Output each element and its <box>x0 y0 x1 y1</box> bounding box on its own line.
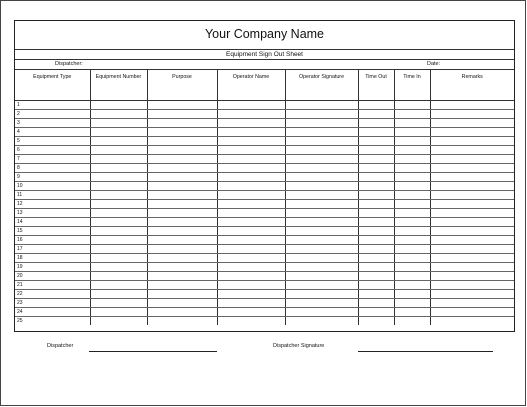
table-cell[interactable] <box>90 137 147 146</box>
table-cell[interactable] <box>285 164 358 173</box>
row-number: 20 <box>17 273 23 279</box>
column-header-operator-name: Operator Name <box>217 70 285 101</box>
table-cell[interactable] <box>147 317 217 326</box>
row-number: 1 <box>17 102 20 108</box>
table-cell[interactable] <box>430 263 514 272</box>
dispatcher-label: Dispatcher: <box>55 61 83 67</box>
column-header-remarks: Remarks <box>430 70 514 101</box>
table-cell[interactable] <box>358 299 394 308</box>
table-cell[interactable] <box>430 137 514 146</box>
table-cell[interactable] <box>90 191 147 200</box>
table-cell[interactable] <box>394 218 430 227</box>
table-cell[interactable] <box>147 110 217 119</box>
table-cell[interactable] <box>430 164 514 173</box>
table-cell[interactable] <box>430 101 514 110</box>
equipment-type-cell[interactable] <box>15 227 90 236</box>
equipment-type-cell[interactable] <box>15 200 90 209</box>
table-cell[interactable] <box>285 254 358 263</box>
row-number: 15 <box>17 228 23 234</box>
footer-dispatcher-signature-label: Dispatcher Signature <box>273 343 325 349</box>
equipment-type-cell[interactable] <box>15 272 90 281</box>
table-row <box>15 137 514 146</box>
table-cell[interactable] <box>430 146 514 155</box>
table-cell[interactable] <box>358 191 394 200</box>
table-row <box>15 173 514 182</box>
form-frame <box>14 20 515 332</box>
row-number: 8 <box>17 165 20 171</box>
table-cell[interactable] <box>285 317 358 326</box>
table-cell[interactable] <box>285 290 358 299</box>
table-cell[interactable] <box>358 182 394 191</box>
footer-dispatcher-line[interactable] <box>89 351 217 352</box>
equipment-type-cell[interactable] <box>15 101 90 110</box>
table-cell[interactable] <box>217 110 285 119</box>
table-cell[interactable] <box>430 200 514 209</box>
row-number: 12 <box>17 201 23 207</box>
table-cell[interactable] <box>285 236 358 245</box>
table-cell[interactable] <box>90 254 147 263</box>
table-cell[interactable] <box>358 137 394 146</box>
table-cell[interactable] <box>217 263 285 272</box>
table-cell[interactable] <box>430 182 514 191</box>
table-cell[interactable] <box>217 119 285 128</box>
table-cell[interactable] <box>147 173 217 182</box>
equipment-type-cell[interactable] <box>15 290 90 299</box>
table-cell[interactable] <box>90 173 147 182</box>
row-number: 3 <box>17 120 20 126</box>
column-header-equipment-number: Equipment Number <box>90 70 147 101</box>
table-row <box>15 281 514 290</box>
table-cell[interactable] <box>430 191 514 200</box>
table-cell[interactable] <box>217 317 285 326</box>
table-cell[interactable] <box>217 209 285 218</box>
table-cell[interactable] <box>217 218 285 227</box>
table-cell[interactable] <box>285 272 358 281</box>
sheet-title: Equipment Sign Out Sheet <box>226 51 303 58</box>
table-cell[interactable] <box>90 209 147 218</box>
table-cell[interactable] <box>394 155 430 164</box>
table-cell[interactable] <box>358 119 394 128</box>
table-cell[interactable] <box>147 254 217 263</box>
column-header-time-out: Time Out <box>358 70 394 101</box>
row-number: 6 <box>17 147 20 153</box>
equipment-type-cell[interactable] <box>15 155 90 164</box>
table-row <box>15 101 514 110</box>
table-cell[interactable] <box>285 281 358 290</box>
table-cell[interactable] <box>147 299 217 308</box>
table-cell[interactable] <box>90 128 147 137</box>
table-cell[interactable] <box>217 227 285 236</box>
table-cell[interactable] <box>285 191 358 200</box>
table-cell[interactable] <box>285 245 358 254</box>
table-cell[interactable] <box>217 272 285 281</box>
sign-out-table <box>15 70 514 325</box>
table-cell[interactable] <box>90 227 147 236</box>
table-cell[interactable] <box>90 155 147 164</box>
table-cell[interactable] <box>394 254 430 263</box>
table-cell[interactable] <box>147 209 217 218</box>
table-row <box>15 155 514 164</box>
table-cell[interactable] <box>147 137 217 146</box>
table-cell[interactable] <box>394 173 430 182</box>
table-cell[interactable] <box>358 245 394 254</box>
table-row <box>15 191 514 200</box>
table-cell[interactable] <box>394 146 430 155</box>
table-cell[interactable] <box>394 182 430 191</box>
equipment-type-cell[interactable] <box>15 182 90 191</box>
table-row <box>15 236 514 245</box>
equipment-type-cell[interactable] <box>15 254 90 263</box>
table-cell[interactable] <box>147 101 217 110</box>
table-cell[interactable] <box>430 299 514 308</box>
table-cell[interactable] <box>394 290 430 299</box>
table-row <box>15 317 514 326</box>
table-cell[interactable] <box>394 281 430 290</box>
equipment-type-cell[interactable] <box>15 209 90 218</box>
date-label: Date: <box>427 61 441 67</box>
table-cell[interactable] <box>430 317 514 326</box>
row-number: 2 <box>17 111 20 117</box>
table-cell[interactable] <box>358 164 394 173</box>
table-row <box>15 272 514 281</box>
row-number: 23 <box>17 300 23 306</box>
row-number: 10 <box>17 183 23 189</box>
row-number: 9 <box>17 174 20 180</box>
table-row <box>15 182 514 191</box>
row-number: 17 <box>17 246 23 252</box>
row-number: 13 <box>17 210 23 216</box>
table-cell[interactable] <box>358 173 394 182</box>
table-cell[interactable] <box>285 308 358 317</box>
table-cell[interactable] <box>394 137 430 146</box>
table-row <box>15 308 514 317</box>
table-cell[interactable] <box>90 245 147 254</box>
table-cell[interactable] <box>430 110 514 119</box>
equipment-type-cell[interactable] <box>15 110 90 119</box>
table-cell[interactable] <box>430 245 514 254</box>
table-cell[interactable] <box>358 281 394 290</box>
table-cell[interactable] <box>430 281 514 290</box>
table-cell[interactable] <box>147 146 217 155</box>
equipment-type-cell[interactable] <box>15 128 90 137</box>
table-cell[interactable] <box>90 110 147 119</box>
table-cell[interactable] <box>394 317 430 326</box>
table-cell[interactable] <box>147 263 217 272</box>
table-cell[interactable] <box>358 209 394 218</box>
table-cell[interactable] <box>217 200 285 209</box>
table-row <box>15 245 514 254</box>
table-cell[interactable] <box>394 119 430 128</box>
table-cell[interactable] <box>90 146 147 155</box>
row-number: 24 <box>17 309 23 315</box>
table-row <box>15 263 514 272</box>
table-cell[interactable] <box>394 200 430 209</box>
table-cell[interactable] <box>147 128 217 137</box>
table-cell[interactable] <box>147 227 217 236</box>
equipment-type-cell[interactable] <box>15 191 90 200</box>
table-cell[interactable] <box>285 182 358 191</box>
table-cell[interactable] <box>358 272 394 281</box>
table-cell[interactable] <box>394 236 430 245</box>
table-row <box>15 209 514 218</box>
table-cell[interactable] <box>394 299 430 308</box>
table-cell[interactable] <box>285 227 358 236</box>
equipment-type-cell[interactable] <box>15 245 90 254</box>
table-header-row <box>15 70 514 101</box>
row-number: 14 <box>17 219 23 225</box>
dispatcher-row <box>15 60 514 70</box>
table-cell[interactable] <box>430 209 514 218</box>
table-row <box>15 146 514 155</box>
equipment-type-cell[interactable] <box>15 119 90 128</box>
table-cell[interactable] <box>147 119 217 128</box>
table-row <box>15 164 514 173</box>
table-cell[interactable] <box>147 155 217 164</box>
table-cell[interactable] <box>147 245 217 254</box>
column-header-purpose: Purpose <box>147 70 217 101</box>
row-number: 4 <box>17 129 20 135</box>
table-cell[interactable] <box>147 182 217 191</box>
table-cell[interactable] <box>285 137 358 146</box>
table-cell[interactable] <box>430 128 514 137</box>
table-cell[interactable] <box>90 317 147 326</box>
column-header-operator-signature: Operator Signature <box>285 70 358 101</box>
table-cell[interactable] <box>217 299 285 308</box>
table-row <box>15 299 514 308</box>
table-cell[interactable] <box>430 272 514 281</box>
table-cell[interactable] <box>147 236 217 245</box>
table-cell[interactable] <box>358 263 394 272</box>
equipment-type-cell[interactable] <box>15 218 90 227</box>
table-cell[interactable] <box>147 308 217 317</box>
table-cell[interactable] <box>394 263 430 272</box>
table-cell[interactable] <box>394 308 430 317</box>
table-cell[interactable] <box>147 281 217 290</box>
table-cell[interactable] <box>285 299 358 308</box>
column-header-equipment-type: Equipment Type <box>15 70 90 101</box>
table-cell[interactable] <box>285 263 358 272</box>
equipment-type-cell[interactable] <box>15 146 90 155</box>
table-cell[interactable] <box>147 272 217 281</box>
table-cell[interactable] <box>358 236 394 245</box>
table-cell[interactable] <box>285 218 358 227</box>
table-cell[interactable] <box>285 110 358 119</box>
table-row <box>15 227 514 236</box>
sheet-title-row <box>15 49 514 60</box>
table-cell[interactable] <box>217 182 285 191</box>
equipment-type-cell[interactable] <box>15 236 90 245</box>
table-cell[interactable] <box>394 245 430 254</box>
equipment-type-cell[interactable] <box>15 173 90 182</box>
table-cell[interactable] <box>90 308 147 317</box>
table-cell[interactable] <box>217 173 285 182</box>
table-cell[interactable] <box>285 173 358 182</box>
table-cell[interactable] <box>358 101 394 110</box>
equipment-type-cell[interactable] <box>15 263 90 272</box>
table-cell[interactable] <box>147 218 217 227</box>
table-row <box>15 119 514 128</box>
row-number: 16 <box>17 237 23 243</box>
company-name: Your Company Name <box>204 27 325 41</box>
table-cell[interactable] <box>217 191 285 200</box>
table-cell[interactable] <box>217 290 285 299</box>
table-cell[interactable] <box>430 290 514 299</box>
table-cell[interactable] <box>90 182 147 191</box>
table-row <box>15 218 514 227</box>
table-cell[interactable] <box>394 164 430 173</box>
table-cell[interactable] <box>217 245 285 254</box>
table-cell[interactable] <box>90 218 147 227</box>
table-cell[interactable] <box>358 317 394 326</box>
table-cell[interactable] <box>285 209 358 218</box>
row-number: 19 <box>17 264 23 270</box>
row-number: 18 <box>17 255 23 261</box>
row-number: 5 <box>17 138 20 144</box>
table-cell[interactable] <box>90 290 147 299</box>
table-cell[interactable] <box>430 173 514 182</box>
footer-dispatcher-signature-line[interactable] <box>358 351 493 352</box>
table-cell[interactable] <box>285 146 358 155</box>
table-row <box>15 254 514 263</box>
table-cell[interactable] <box>90 119 147 128</box>
table-cell[interactable] <box>90 164 147 173</box>
table-cell[interactable] <box>430 308 514 317</box>
table-cell[interactable] <box>217 164 285 173</box>
table-cell[interactable] <box>430 155 514 164</box>
table-cell[interactable] <box>285 200 358 209</box>
table-cell[interactable] <box>90 281 147 290</box>
table-cell[interactable] <box>147 191 217 200</box>
table-cell[interactable] <box>217 308 285 317</box>
table-cell[interactable] <box>90 101 147 110</box>
table-cell[interactable] <box>285 128 358 137</box>
table-cell[interactable] <box>358 227 394 236</box>
equipment-type-cell[interactable] <box>15 317 90 326</box>
table-row <box>15 200 514 209</box>
table-cell[interactable] <box>394 272 430 281</box>
table-cell[interactable] <box>394 128 430 137</box>
table-cell[interactable] <box>217 236 285 245</box>
table-cell[interactable] <box>358 254 394 263</box>
table-row <box>15 110 514 119</box>
table-cell[interactable] <box>394 191 430 200</box>
table-cell[interactable] <box>217 254 285 263</box>
equipment-type-cell[interactable] <box>15 308 90 317</box>
table-cell[interactable] <box>217 101 285 110</box>
table-cell[interactable] <box>358 110 394 119</box>
table-cell[interactable] <box>90 299 147 308</box>
table-cell[interactable] <box>358 155 394 164</box>
table-cell[interactable] <box>430 119 514 128</box>
row-number: 7 <box>17 156 20 162</box>
table-cell[interactable] <box>285 119 358 128</box>
table-cell[interactable] <box>217 137 285 146</box>
table-cell[interactable] <box>217 128 285 137</box>
row-number: 22 <box>17 291 23 297</box>
table-cell[interactable] <box>217 146 285 155</box>
table-cell[interactable] <box>147 164 217 173</box>
table-cell[interactable] <box>147 290 217 299</box>
table-cell[interactable] <box>358 200 394 209</box>
table-cell[interactable] <box>394 110 430 119</box>
row-number: 25 <box>17 318 23 324</box>
table-cell[interactable] <box>358 218 394 227</box>
table-cell[interactable] <box>394 209 430 218</box>
table-cell[interactable] <box>358 128 394 137</box>
row-number: 21 <box>17 282 23 288</box>
table-cell[interactable] <box>430 254 514 263</box>
table-body <box>15 101 514 326</box>
table-cell[interactable] <box>358 308 394 317</box>
table-cell[interactable] <box>217 281 285 290</box>
table-cell[interactable] <box>90 272 147 281</box>
row-number: 11 <box>17 192 23 198</box>
table-cell[interactable] <box>90 200 147 209</box>
table-cell[interactable] <box>430 218 514 227</box>
table-cell[interactable] <box>430 236 514 245</box>
table-cell[interactable] <box>394 101 430 110</box>
equipment-type-cell[interactable] <box>15 164 90 173</box>
table-row <box>15 290 514 299</box>
table-cell[interactable] <box>358 146 394 155</box>
table-cell[interactable] <box>217 155 285 164</box>
footer-dispatcher-label: Dispatcher <box>47 343 74 349</box>
table-cell[interactable] <box>285 155 358 164</box>
table-cell[interactable] <box>90 236 147 245</box>
equipment-type-cell[interactable] <box>15 299 90 308</box>
table-cell[interactable] <box>358 290 394 299</box>
table-cell[interactable] <box>147 200 217 209</box>
table-cell[interactable] <box>90 263 147 272</box>
table-cell[interactable] <box>394 227 430 236</box>
equipment-type-cell[interactable] <box>15 281 90 290</box>
table-cell[interactable] <box>430 227 514 236</box>
column-header-time-in: Time In <box>394 70 430 101</box>
table-row <box>15 128 514 137</box>
equipment-type-cell[interactable] <box>15 137 90 146</box>
table-cell[interactable] <box>285 101 358 110</box>
